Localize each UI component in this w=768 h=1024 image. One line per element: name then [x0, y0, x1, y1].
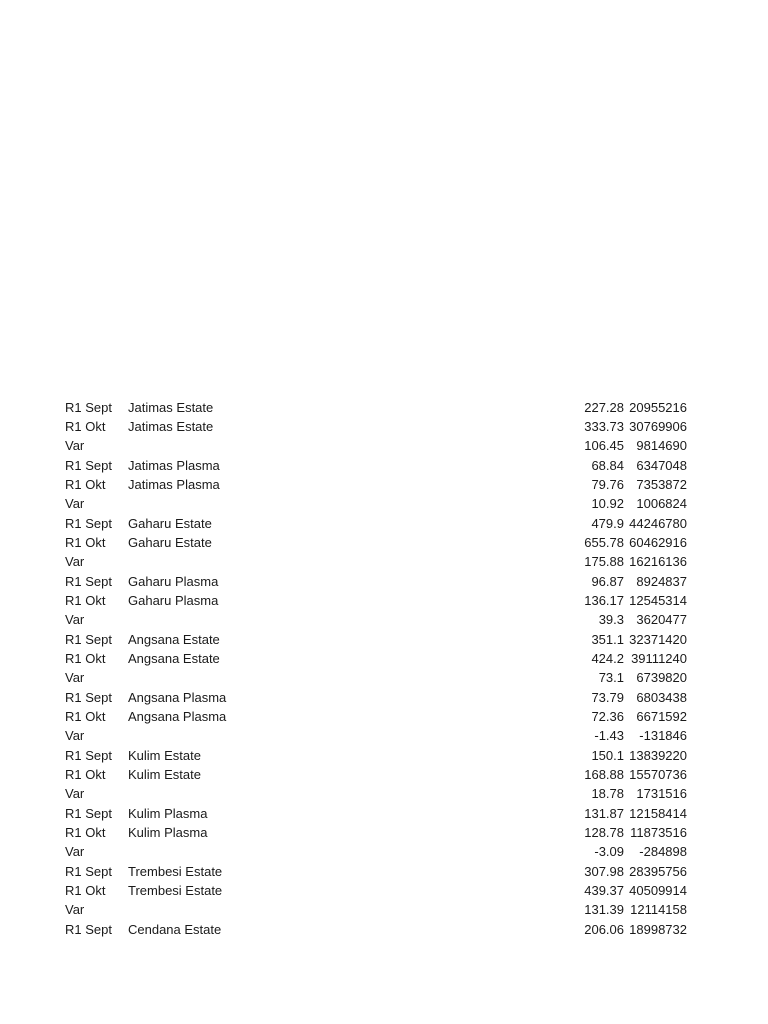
value1-cell: 131.39: [584, 902, 624, 918]
table-row: [0, 630, 768, 649]
table-row: [0, 784, 768, 803]
name-cell: Jatimas Plasma: [128, 476, 220, 492]
period-cell: R1 Okt: [65, 476, 106, 492]
period-cell: R1 Sept: [65, 805, 112, 821]
period-cell: R1 Sept: [65, 631, 112, 647]
name-cell: Angsana Plasma: [128, 689, 227, 705]
value1-cell: 79.76: [591, 476, 624, 492]
name-cell: Kulim Plasma: [128, 825, 208, 841]
value1-cell: 150.1: [591, 747, 624, 763]
period-cell: Var: [65, 496, 85, 512]
period-cell: Var: [65, 844, 85, 860]
value2-cell: 15570736: [629, 767, 687, 783]
table-row: [0, 688, 768, 707]
table-row: [0, 436, 768, 455]
name-cell: Trembesi Estate: [128, 883, 223, 899]
value2-cell: 28395756: [629, 863, 687, 879]
table-row: [0, 649, 768, 668]
value1-cell: 206.06: [584, 921, 624, 937]
name-cell: Cendana Estate: [128, 921, 222, 937]
table-row: [0, 514, 768, 533]
value2-cell: 8924837: [636, 573, 687, 589]
value2-cell: 9814690: [636, 438, 687, 454]
value2-cell: 20955216: [629, 399, 687, 415]
value2-cell: 30769906: [629, 418, 687, 434]
value2-cell: 6803438: [636, 689, 687, 705]
name-cell: Angsana Plasma: [128, 709, 227, 724]
period-cell: R1 Sept: [65, 515, 112, 531]
value2-cell: 12545314: [629, 592, 687, 608]
period-cell: R1 Okt: [65, 767, 106, 783]
value2-cell: -131846: [639, 728, 687, 744]
period-cell: R1 Okt: [65, 650, 106, 666]
period-cell: R1 Sept: [65, 921, 112, 937]
name-cell: Gaharu Plasma: [128, 592, 219, 608]
value2-cell: 60462916: [629, 534, 687, 550]
period-cell: Var: [65, 438, 85, 454]
value1-cell: 73.1: [598, 670, 624, 686]
name-cell: Kulim Estate: [128, 767, 201, 783]
period-cell: R1 Okt: [65, 825, 106, 841]
value1-cell: 96.87: [591, 573, 624, 589]
value2-cell: 6671592: [636, 709, 687, 724]
table-row: [0, 823, 768, 842]
value1-cell: 655.78: [584, 534, 624, 550]
period-cell: Var: [65, 728, 85, 744]
name-cell: Gaharu Plasma: [128, 573, 219, 589]
name-cell: Gaharu Estate: [128, 515, 212, 531]
value1-cell: 128.78: [584, 825, 624, 841]
value2-cell: 32371420: [629, 631, 687, 647]
table-row: [0, 920, 768, 939]
table-row: [0, 533, 768, 552]
value1-cell: 131.87: [584, 805, 624, 821]
table-row: [0, 842, 768, 861]
value2-cell: 1731516: [636, 786, 687, 802]
value2-cell: 44246780: [629, 515, 687, 531]
table-row: [0, 707, 768, 726]
period-cell: R1 Sept: [65, 689, 112, 705]
value2-cell: 39111240: [631, 650, 687, 666]
value1-cell: 307.98: [584, 863, 624, 879]
value1-cell: 136.17: [584, 592, 624, 608]
table-row: [0, 862, 768, 881]
table-row: [0, 610, 768, 629]
value2-cell: -284898: [639, 844, 687, 860]
period-cell: Var: [65, 554, 85, 570]
value2-cell: 3620477: [636, 612, 687, 628]
value2-cell: 18998732: [629, 921, 687, 937]
value2-cell: 6739820: [636, 670, 687, 686]
value1-cell: -3.09: [594, 844, 624, 860]
value1-cell: 10.92: [591, 496, 624, 512]
period-cell: Var: [65, 902, 85, 918]
name-cell: Angsana Estate: [128, 631, 220, 647]
period-cell: R1 Sept: [65, 399, 112, 415]
table-row: [0, 668, 768, 687]
period-cell: R1 Sept: [65, 457, 112, 473]
period-cell: R1 Okt: [65, 534, 106, 550]
value1-cell: 333.73: [584, 418, 624, 434]
value1-cell: 479.9: [591, 515, 624, 531]
period-cell: R1 Okt: [65, 709, 106, 724]
name-cell: Jatimas Estate: [128, 418, 214, 434]
table-row: [0, 765, 768, 784]
value1-cell: 175.88: [584, 554, 624, 570]
name-cell: Kulim Estate: [128, 747, 201, 763]
period-cell: Var: [65, 786, 85, 802]
value1-cell: 168.88: [584, 767, 624, 783]
value2-cell: 16216136: [629, 554, 687, 570]
name-cell: Angsana Estate: [128, 650, 220, 666]
period-cell: Var: [65, 612, 85, 628]
value1-cell: 106.45: [584, 438, 624, 454]
value1-cell: 39.3: [598, 612, 624, 628]
table-row: [0, 726, 768, 745]
value1-cell: 18.78: [591, 786, 624, 802]
period-cell: R1 Okt: [65, 592, 106, 608]
table-row: [0, 746, 768, 765]
name-cell: Gaharu Estate: [128, 534, 212, 550]
period-cell: R1 Okt: [65, 883, 106, 899]
table-row: [0, 398, 768, 417]
period-cell: R1 Sept: [65, 747, 112, 763]
table-row: [0, 494, 768, 513]
value1-cell: 227.28: [584, 399, 624, 415]
value1-cell: 351.1: [591, 631, 624, 647]
value1-cell: 439.37: [584, 883, 624, 899]
period-cell: Var: [65, 670, 85, 686]
name-cell: Kulim Plasma: [128, 805, 208, 821]
value2-cell: 12158414: [629, 805, 687, 821]
table-row: [0, 804, 768, 823]
value2-cell: 7353872: [636, 476, 687, 492]
name-cell: Jatimas Plasma: [128, 457, 220, 473]
table-row: [0, 475, 768, 494]
period-cell: R1 Sept: [65, 863, 112, 879]
table-row: [0, 417, 768, 436]
table-row: [0, 456, 768, 475]
period-cell: R1 Sept: [65, 573, 112, 589]
value2-cell: 11873516: [630, 825, 687, 841]
value2-cell: 40509914: [629, 883, 687, 899]
value1-cell: -1.43: [594, 728, 624, 744]
table-row: [0, 900, 768, 919]
data-sheet: [0, 398, 768, 940]
value2-cell: 1006824: [636, 496, 687, 512]
value1-cell: 73.79: [591, 689, 624, 705]
table-row: [0, 572, 768, 591]
name-cell: Trembesi Estate: [128, 863, 223, 879]
value1-cell: 424.2: [591, 650, 624, 666]
table-row: [0, 591, 768, 610]
period-cell: R1 Okt: [65, 418, 106, 434]
value2-cell: 12114158: [630, 902, 687, 918]
name-cell: Jatimas Estate: [128, 399, 214, 415]
value2-cell: 13839220: [629, 747, 687, 763]
value2-cell: 6347048: [636, 457, 687, 473]
value1-cell: 68.84: [591, 457, 624, 473]
value1-cell: 72.36: [591, 709, 624, 724]
table-row: [0, 552, 768, 571]
table-row: [0, 881, 768, 900]
